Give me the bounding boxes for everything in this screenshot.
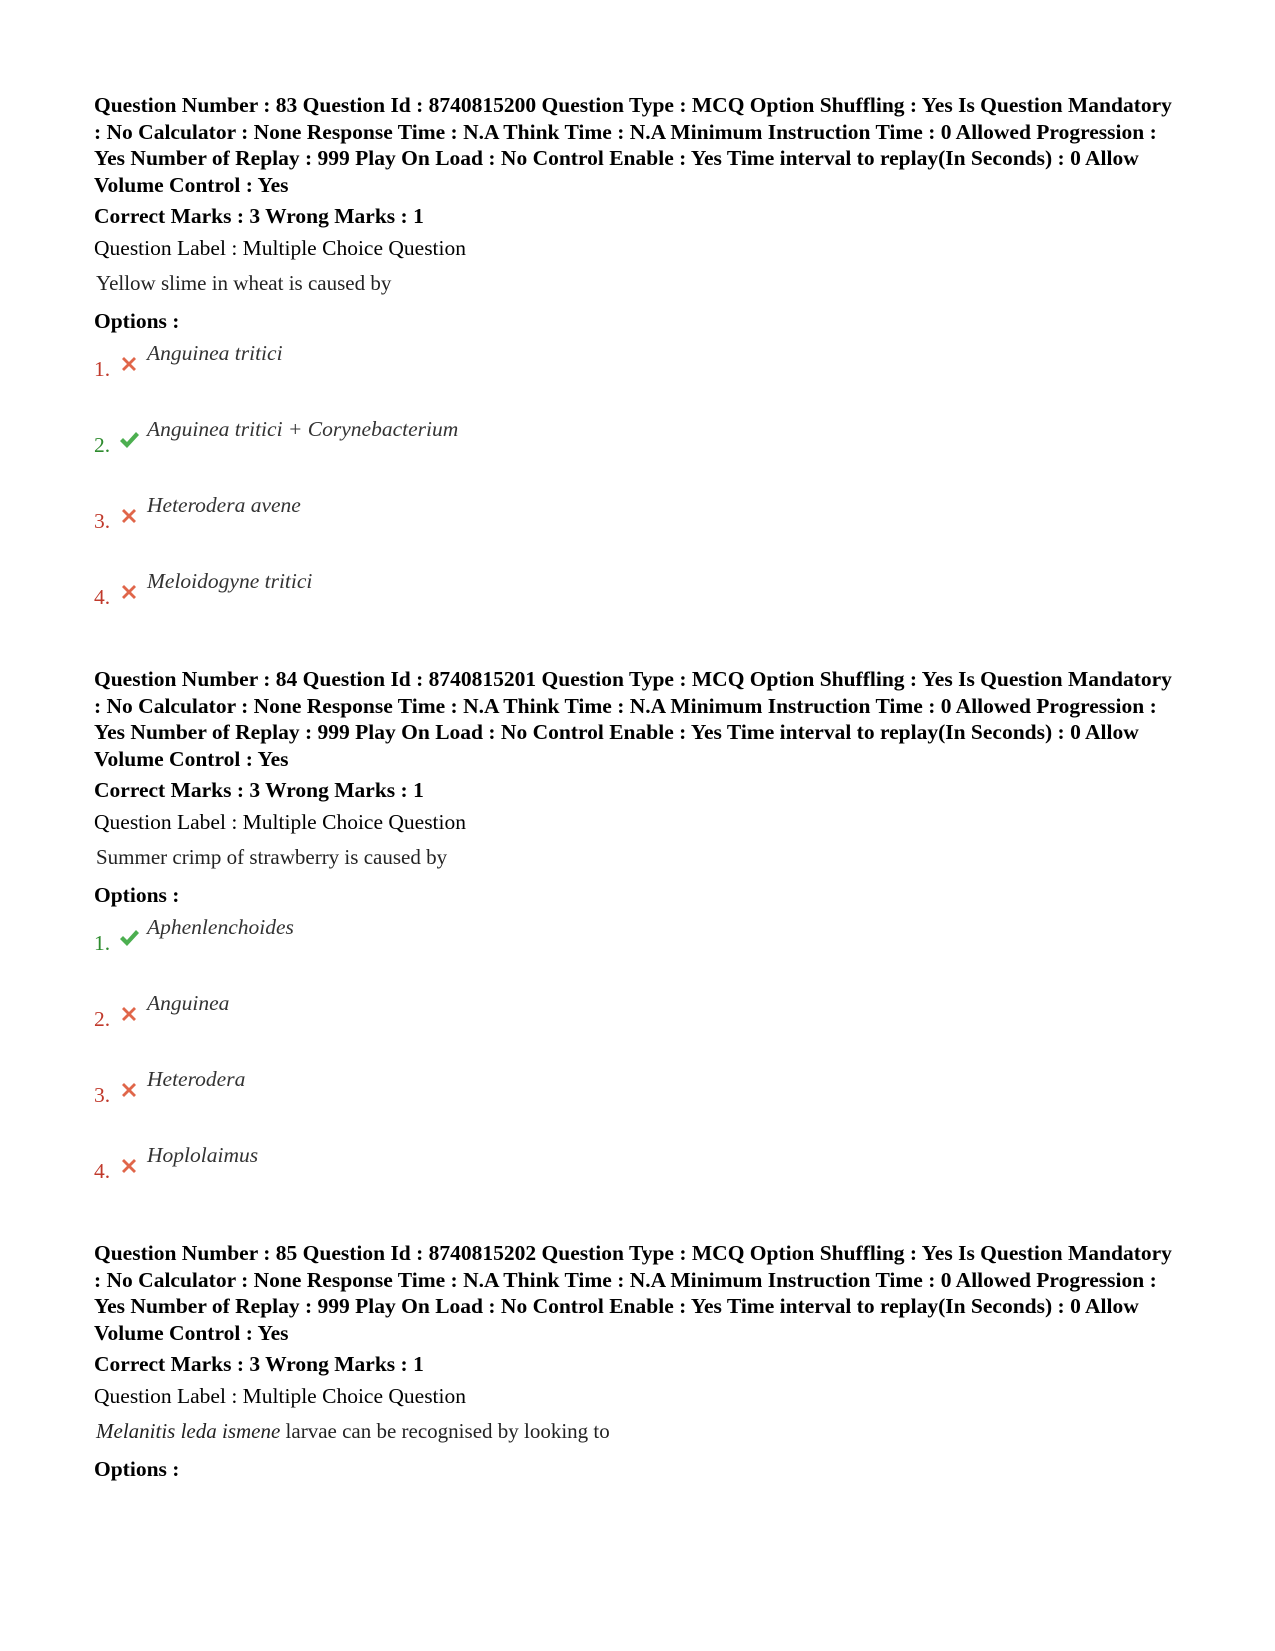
cross-icon — [117, 504, 141, 528]
option-item — [94, 916, 1184, 992]
question-marks: Correct Marks : 3 Wrong Marks : 1 — [94, 1352, 424, 1376]
cross-icon — [117, 1002, 141, 1026]
check-icon — [117, 428, 141, 452]
option-number: 1. — [94, 931, 111, 955]
option-number: 1. — [94, 357, 111, 381]
question-text — [94, 270, 1184, 296]
question-label: Question Label : Multiple Choice Question — [94, 1384, 467, 1408]
option-item — [94, 494, 1184, 570]
question-text-italic: Melanitis leda ismene — [96, 1419, 281, 1443]
question-marks: Correct Marks : 3 Wrong Marks : 1 — [94, 204, 424, 228]
option-text: Heterodera avene — [147, 493, 301, 517]
question-marks: Correct Marks : 3 Wrong Marks : 1 — [94, 778, 424, 802]
question-text-body: larvae can be recognised by looking to — [280, 1419, 610, 1443]
cross-icon — [117, 580, 141, 604]
question-text — [94, 1418, 1184, 1444]
options-list — [94, 342, 1184, 610]
option-item — [94, 570, 1184, 610]
option-text: Heterodera — [147, 1067, 246, 1091]
option-item — [94, 1068, 1184, 1144]
question-text-body: Summer crimp of strawberry is caused by — [96, 845, 448, 869]
option-number: 2. — [94, 1007, 111, 1031]
option-number: 4. — [94, 1159, 111, 1183]
option-item — [94, 1144, 1184, 1184]
question-meta: Question Number : 84 Question Id : 8740815201 Question Type : MCQ Option Shuffling : Yes Is Question Mandatory : No Calculator : None Response Time : N.A Think Time : N.A Minimum Instruction Time : 0 Allowed Progression : Yes Number of Replay : 999 Play On Load : No Control Enable : Yes Time interval to replay(In Seconds) : 0 Allow Volume Control : Yes — [94, 667, 1172, 771]
question-text — [94, 844, 1184, 870]
option-item — [94, 418, 1184, 494]
cross-icon — [117, 1078, 141, 1102]
option-text: Anguinea — [147, 991, 230, 1015]
cross-icon — [117, 352, 141, 376]
option-number: 3. — [94, 509, 111, 533]
option-number: 4. — [94, 585, 111, 609]
option-text: Hoplolaimus — [147, 1143, 259, 1167]
question-meta: Question Number : 83 Question Id : 8740815200 Question Type : MCQ Option Shuffling : Yes Is Question Mandatory : No Calculator : None Response Time : N.A Think Time : N.A Minimum Instruction Time : 0 Allowed Progression : Yes Number of Replay : 999 Play On Load : No Control Enable : Yes Time interval to replay(In Seconds) : 0 Allow Volume Control : Yes — [94, 93, 1172, 197]
question-block — [94, 92, 1184, 610]
option-text: Meloidogyne tritici — [147, 569, 313, 593]
options-title: Options : — [94, 1457, 180, 1481]
question-meta: Question Number : 85 Question Id : 8740815202 Question Type : MCQ Option Shuffling : Yes Is Question Mandatory : No Calculator : None Response Time : N.A Think Time : N.A Minimum Instruction Time : 0 Allowed Progression : Yes Number of Replay : 999 Play On Load : No Control Enable : Yes Time interval to replay(In Seconds) : 0 Allow Volume Control : Yes — [94, 1241, 1172, 1345]
option-number: 3. — [94, 1083, 111, 1107]
options-title: Options : — [94, 883, 180, 907]
question-label: Question Label : Multiple Choice Question — [94, 810, 467, 834]
option-text: Aphenlenchoides — [147, 915, 294, 939]
options-list — [94, 916, 1184, 1184]
options-title: Options : — [94, 309, 180, 333]
cross-icon — [117, 1154, 141, 1178]
question-block — [94, 666, 1184, 1184]
option-item — [94, 992, 1184, 1068]
option-number: 2. — [94, 433, 111, 457]
question-block — [94, 1240, 1184, 1482]
option-text: Anguinea tritici — [147, 341, 283, 365]
option-text: Anguinea tritici + Corynebacterium — [147, 417, 459, 441]
option-item — [94, 342, 1184, 418]
question-label: Question Label : Multiple Choice Question — [94, 236, 467, 260]
question-text-body: Yellow slime in wheat is caused by — [96, 271, 392, 295]
check-icon — [117, 926, 141, 950]
